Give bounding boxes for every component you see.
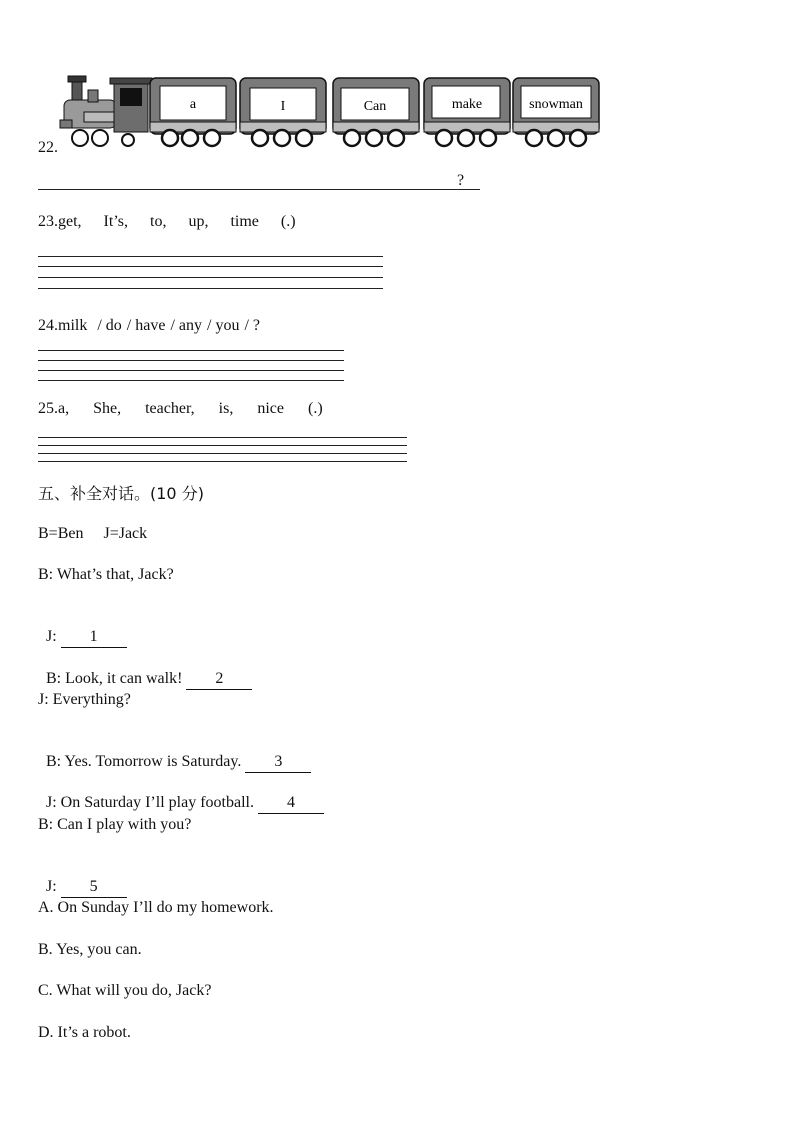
question-22-end-mark: ? [457,172,465,189]
dialogue-line [38,732,311,773]
dialogue-text: B: Yes. Tomorrow is Saturday. [46,753,246,770]
writing-line [38,350,344,351]
word-tile: She, [93,400,122,417]
option-a: A. On Sunday I’ll do my homework. [38,899,274,916]
word-tile: to, [150,213,167,230]
train-car-word: make [451,97,483,112]
word-tile: get, [58,213,82,230]
writing-line [38,277,383,278]
word-tile: nice [257,400,284,417]
train-car-word: a [189,97,197,112]
dialogue-text: J: On Saturday I’ll play football. [46,794,258,811]
locomotive-icon [60,76,152,146]
word-tile: (.) [280,213,296,230]
question-number: 23. [38,213,58,230]
word-tile: / do [97,317,122,334]
writing-line [38,437,407,438]
dialogue-line [38,773,324,814]
word-tile: / you [207,317,240,334]
word-tile: It’s, [103,213,128,230]
section-title: 五、补全对话。(10 分) [38,484,204,503]
writing-line [38,360,344,361]
dialogue-line [38,649,252,690]
word-tile: up, [188,213,209,230]
question-24 [38,316,260,336]
question-25 [38,399,323,419]
question-number: 24. [38,317,58,334]
dialogue-text: J: [46,628,61,645]
writing-line [38,461,407,462]
dialogue-text: B: Can I play with you? [38,816,192,833]
question-23 [38,212,296,232]
writing-line [38,445,407,446]
train-car-1 [150,78,236,146]
dialogue-text: J: Everything? [38,691,131,708]
dialogue-line [38,690,131,710]
word-tile: (.) [307,400,323,417]
answer-blank-1[interactable]: 1 [61,627,127,648]
answer-blank-4[interactable]: 4 [258,793,324,814]
writing-line [38,288,383,289]
speaker-key: B=Ben J=Jack [38,525,148,542]
answer-blank-3[interactable]: 3 [245,752,311,773]
writing-line [38,370,344,371]
option-c: C. What will you do, Jack? [38,982,212,999]
writing-line [38,266,383,267]
word-tile: teacher, [145,400,195,417]
train-car-word: I [280,99,286,114]
writing-line [38,380,344,381]
word-tile: / any [170,317,202,334]
word-tile: / ? [244,317,260,334]
word-tile: / have [126,317,166,334]
train-car-4 [424,78,510,146]
dialogue-line [38,607,127,648]
writing-line [38,256,383,257]
dialogue-line [38,565,174,585]
dialogue-text: J: [46,878,61,895]
word-tile: time [230,213,259,230]
word-tile: is, [218,400,234,417]
writing-line [38,453,407,454]
dialogue-line [38,815,191,835]
train-car-word: snowman [529,97,583,112]
answer-blank-2[interactable]: 2 [186,669,252,690]
option-d: D. It’s a robot. [38,1024,131,1041]
word-tile: a, [58,400,70,417]
word-tile: milk [58,317,88,334]
question-22-number: 22. [38,139,58,156]
answer-blank-5[interactable]: 5 [61,877,127,898]
dialogue-line [38,857,127,898]
dialogue-text: B: Look, it can walk! [46,670,187,687]
answer-line [38,189,480,190]
question-number: 25. [38,400,58,417]
option-b: B. Yes, you can. [38,941,142,958]
train-car-word: Can [363,99,387,114]
train-illustration [58,74,603,152]
train-car-5 [513,78,599,146]
dialogue-text: B: What’s that, Jack? [38,566,174,583]
